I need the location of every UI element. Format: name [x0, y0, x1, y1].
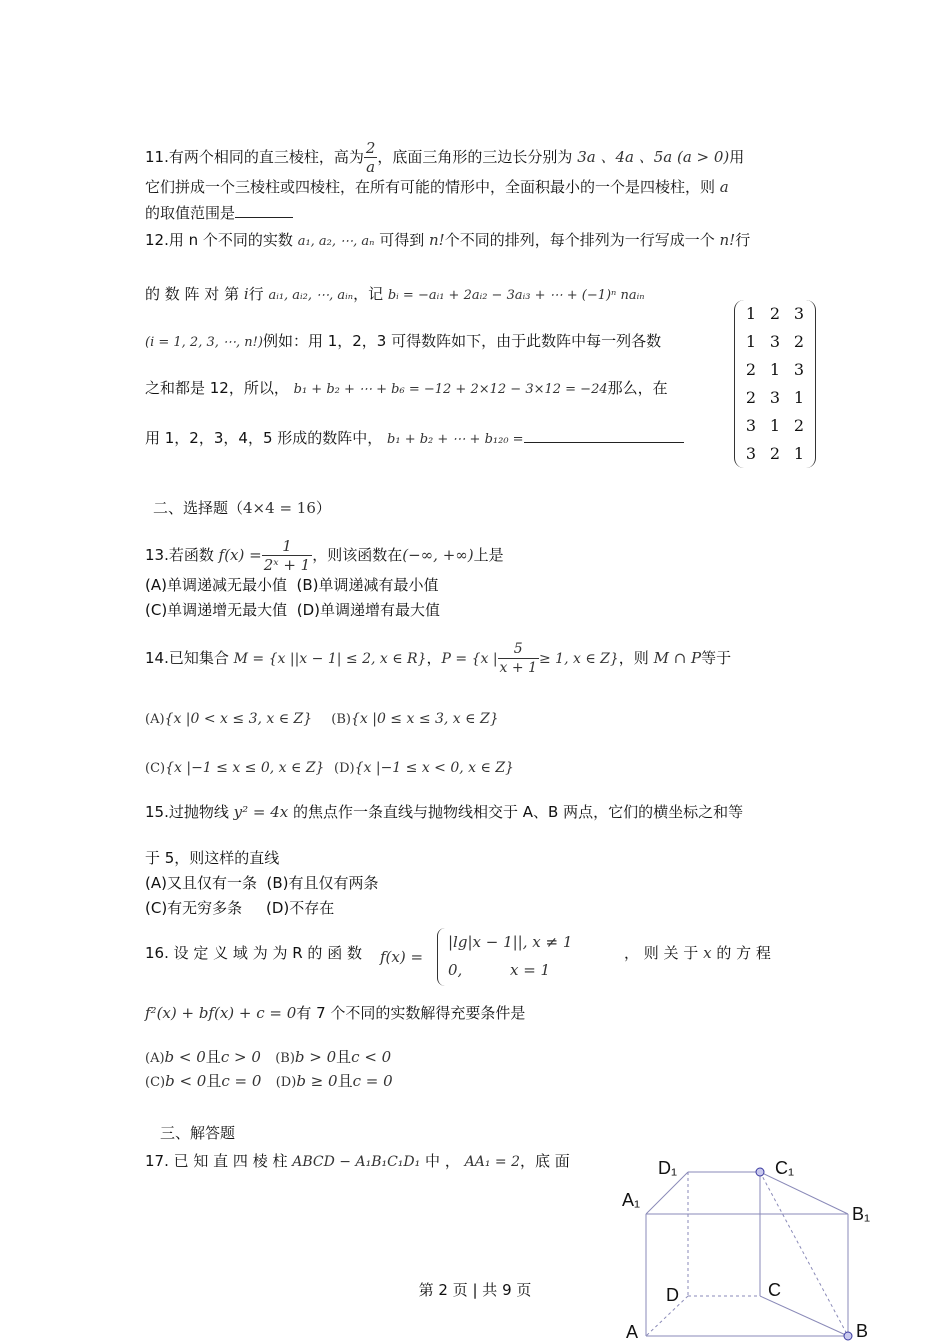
q14-option-a: {x |0 < x ≤ 3, x ∈ Z} — [164, 711, 313, 727]
point-b — [844, 1332, 852, 1340]
q16-line1b: ， 则 关 于 x 的 方 程 — [624, 944, 771, 962]
matrix-cell: 3 — [745, 416, 757, 435]
matrix-cell: 1 — [793, 388, 805, 407]
label-c1: C₁ — [775, 1158, 795, 1178]
q14-option-c: {x |−1 ≤ x ≤ 0, x ∈ Z} — [165, 760, 325, 776]
q14-option-d: {x |−1 ≤ x < 0, x ∈ Z} — [354, 760, 514, 776]
label-b1: B₁ — [852, 1204, 871, 1224]
q14-option-b: {x |0 ≤ x ≤ 3, x ∈ Z} — [350, 711, 499, 727]
label-c: C — [768, 1280, 781, 1300]
q13-option-b: (B)单调递减有最小值 — [296, 576, 439, 594]
matrix-cell: 2 — [793, 332, 805, 351]
q15-option-a: (A)又且仅有一条 — [145, 874, 257, 892]
q15-line2: 于 5，则这样的直线 — [145, 849, 280, 867]
q16-line2: f²(x) + bf(x) + c = 0有 7 个不同的实数解得充要条件是 — [145, 1004, 526, 1022]
label-a1: A₁ — [622, 1190, 641, 1210]
matrix-row — [735, 328, 815, 356]
matrix-cell: 2 — [793, 416, 805, 435]
q16-option-d: c = 0 — [352, 1072, 393, 1090]
q13-options-1 — [145, 575, 439, 595]
matrix-cell: 3 — [793, 304, 805, 323]
matrix-cell: 2 — [769, 444, 781, 463]
q16-function-name: f(x) = — [380, 948, 424, 966]
prism-figure — [610, 1150, 890, 1344]
q13-fraction: $\frac{1}{\text{2ˣ + 1}}$ — [263, 537, 311, 574]
edge-d1-a1 — [646, 1172, 688, 1214]
q15-options-1 — [145, 873, 379, 893]
matrix-cell: 2 — [769, 304, 781, 323]
matrix-cell: 2 — [745, 388, 757, 407]
matrix-cell: 3 — [769, 332, 781, 351]
label-d1: D₁ — [658, 1158, 678, 1178]
matrix-cell: 1 — [769, 416, 781, 435]
q14-options-cd: (C){x |−1 ≤ x ≤ 0, x ∈ Z} (D){x |−1 ≤ x < 0, x ∈ Z} — [145, 760, 514, 776]
label-d: D — [666, 1285, 679, 1305]
matrix-row — [735, 356, 815, 384]
label-a: A — [626, 1322, 639, 1342]
answer-blank — [235, 203, 293, 218]
q15-option-c: (C)有无穷多条 — [145, 899, 243, 917]
point-c1 — [756, 1168, 764, 1176]
q16-option-c: c = 0 — [221, 1072, 262, 1090]
q13-line1: 13.若函数 f(x) = $\frac{1}{\text{2ˣ + 1}}$ ，则该函数在(−∞, +∞)上是 — [145, 537, 504, 574]
section-2-title: 二、选择题（4×4 = 16） — [153, 499, 331, 517]
q12-line2: 的 数 阵 对 第 i行 aᵢ₁, aᵢ₂, ⋯, aᵢₙ，记 bᵢ = −aᵢ₁ + 2aᵢ₂ − 3aᵢ₃ + ⋯ + (−1)ⁿ naᵢₙ — [145, 285, 645, 303]
q13-option-d: (D)单调递增有最大值 — [296, 601, 440, 619]
q17-line1: 17. 已 知 直 四 棱 柱 ABCD − A₁B₁C₁D₁ 中 ， AA₁ = 2，底 面 — [145, 1152, 570, 1170]
q11-line1: 11.有两个相同的直三棱柱，高为 $\frac{2}{a}$ ，底面三角形的三边长分别为 3a 、4a 、5a (a > 0)用 — [145, 139, 745, 176]
q14-fraction: $\frac{5}{x + 1}$ — [499, 641, 537, 676]
q12-line4: 之和都是 12，所以， b₁ + b₂ + ⋯ + b₆ = −12 + 2×12 − 3×12 = −24那么，在 — [145, 379, 668, 397]
q16-options-cd: (C)b < 0且c = 0 (D)b ≥ 0且c = 0 — [145, 1072, 393, 1090]
page-footer: 第 2 页 | 共 9 页 — [418, 1281, 532, 1299]
matrix-row — [735, 440, 815, 468]
q16-options-ab: (A)b < 0且c > 0 (B)b > 0且c < 0 — [145, 1048, 392, 1066]
q11-line2: 它们拼成一个三棱柱或四棱柱，在所有可能的情形中，全面积最小的一个是四棱柱，则 a — [145, 178, 729, 196]
q11-line3: 的取值范围是 — [145, 203, 293, 223]
matrix-cell: 3 — [769, 388, 781, 407]
matrix-row — [735, 300, 815, 328]
matrix-row — [735, 412, 815, 440]
q14-options-ab: (A){x |0 < x ≤ 3, x ∈ Z} (B){x |0 ≤ x ≤ 3, x ∈ Z} — [145, 711, 499, 727]
label-b: B — [856, 1321, 869, 1341]
q13-option-a: (A)单调递减无最小值 — [145, 576, 287, 594]
example-matrix — [734, 300, 816, 468]
q14-line1: 14.已知集合 M = {x ||x − 1| ≤ 2, x ∈ R}，P = {x | $\frac{5}{x + 1}$ ≥ 1, x ∈ Z}，则 M ∩ P等于 — [145, 641, 732, 676]
q15-options-2 — [145, 898, 334, 918]
matrix-cell: 1 — [793, 444, 805, 463]
q13-options-2 — [145, 600, 440, 620]
q15-option-b: (B)有且仅有两条 — [266, 874, 379, 892]
q16-option-a: c > 0 — [220, 1048, 261, 1066]
edge-b1-c1 — [760, 1172, 848, 1214]
section-3-title: 三、解答题 — [160, 1124, 236, 1142]
matrix-cell: 3 — [745, 444, 757, 463]
q12-line5: 用 1，2，3，4，5 形成的数阵中， b₁ + b₂ + ⋯ + b₁₂₀ = — [145, 428, 684, 450]
edge-c-b — [760, 1296, 848, 1336]
q16-line1a: 16. 设 定 义 域 为 为 R 的 函 数 — [145, 944, 362, 962]
matrix-cell: 1 — [745, 304, 757, 323]
hidden-edge-c1-b — [760, 1172, 848, 1336]
q12-line3: (i = 1, 2, 3, ⋯, n!)例如：用 1，2，3 可得数阵如下，由于此数阵中每一列各数 — [145, 332, 662, 350]
matrix-cell: 1 — [769, 360, 781, 379]
q12-line1: 12.用 n 个不同的实数 a₁, a₂, ⋯, aₙ 可得到 n!个不同的排列，每个排列为一行写成一个 n!行 — [145, 231, 751, 249]
answer-blank — [524, 432, 684, 443]
q15-option-d: (D)不存在 — [266, 899, 335, 917]
q16-option-b: c < 0 — [351, 1048, 392, 1066]
q11-sides: 3a 、4a 、5a (a > 0) — [577, 148, 730, 166]
matrix-cell: 3 — [793, 360, 805, 379]
q15-line1: 15.过抛物线 y² = 4x 的焦点作一条直线与抛物线相交于 A、B 两点，它们的横坐标之和等 — [145, 803, 744, 821]
q13-option-c: (C)单调递增无最大值 — [145, 601, 288, 619]
q11-text: 11.有两个相同的直三棱柱，高为 — [145, 148, 364, 166]
matrix-cell: 1 — [745, 332, 757, 351]
matrix-row — [735, 384, 815, 412]
q11-height-fraction: $\frac{2}{a}$ — [365, 139, 376, 176]
q16-piecewise: |lg|x − 1||, x ≠ 1 0, x = 1 — [437, 928, 628, 986]
matrix-cell: 2 — [745, 360, 757, 379]
